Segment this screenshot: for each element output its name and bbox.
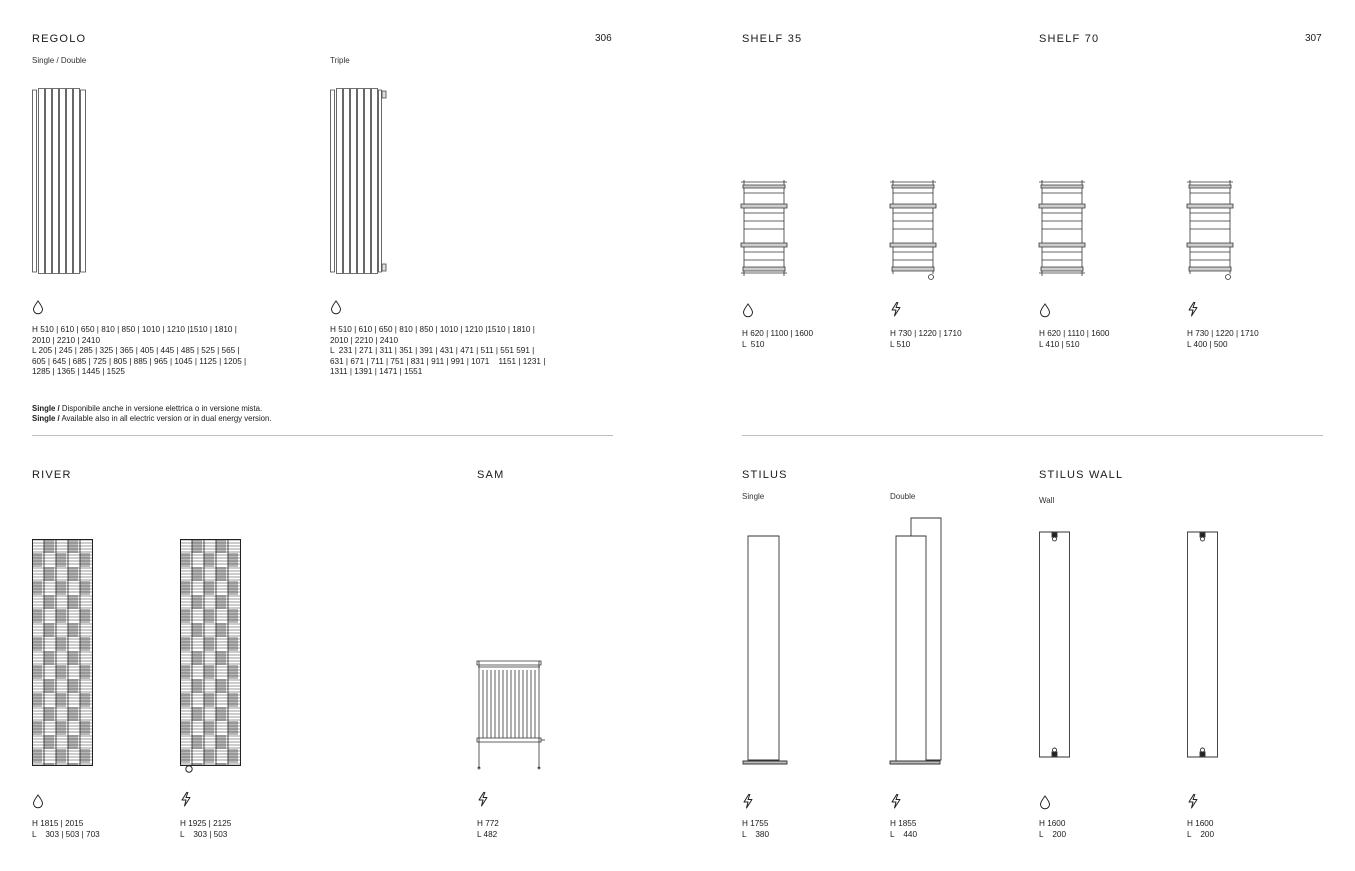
stilus-single-drawing	[741, 535, 793, 769]
stilus-wall-electric-spec: H 1600 L 200	[1187, 819, 1215, 839]
sam-drawing	[476, 660, 546, 772]
stilus-wall-water-spec: H 1600 L 200	[1039, 819, 1067, 839]
water-drop-icon	[32, 794, 44, 808]
stilus-single-subtitle: Single	[742, 492, 765, 501]
stilus-wall-title: STILUS WALL	[1039, 469, 1124, 481]
shelf35-electric-spec: H 730 | 1220 | 1710 L 510	[890, 329, 962, 349]
shelf70-title: SHELF 70	[1039, 33, 1100, 45]
river-electric-drawing	[180, 539, 244, 775]
river-title: RIVER	[32, 469, 72, 481]
shelf35-water-drawing	[741, 180, 789, 280]
shelf70-water-spec: H 620 | 1110 | 1600 L 410 | 510	[1039, 329, 1110, 349]
water-drop-icon	[1039, 303, 1051, 317]
regolo-triple-drawing	[330, 88, 388, 274]
stilus-double-subtitle: Double	[890, 492, 916, 501]
stilus-single-spec: H 1755 L 380	[742, 819, 770, 839]
shelf35-electric-drawing	[890, 180, 938, 280]
page-number-right: 307	[1305, 33, 1322, 44]
stilus-wall-subtitle: Wall	[1039, 496, 1055, 505]
regolo-title: REGOLO	[32, 33, 87, 45]
regolo-single-double-spec: H 510 | 610 | 650 | 810 | 850 | 1010 | 1210 |1510 | 1810 | 2010 | 2210 | 2410 L 205 | 245 | 285 | 325 | 365 | 405 | 445 | 485 | 525 | 565 | 605 | 645 | 685 | 725 | 805 | 885 | 965 | 1045 | 1125 | 1205 | 1285 | 1365 | 1445 | 1525	[32, 325, 247, 376]
page-number-left: 306	[595, 33, 612, 44]
lightning-icon	[890, 301, 902, 317]
regolo-note-italian: Single / Disponibile anche in versione elettrica o in versione mista.	[32, 404, 263, 413]
river-water-drawing	[32, 539, 94, 767]
stilus-title: STILUS	[742, 469, 788, 481]
lightning-icon	[1187, 301, 1199, 317]
stilus-double-spec: H 1855 L 440	[890, 819, 918, 839]
regolo-triple-subtitle: Triple	[330, 56, 350, 65]
regolo-triple-spec: H 510 | 610 | 650 | 810 | 850 | 1010 | 1210 |1510 | 1810 | 2010 | 2210 | 2410 L 231 | 271 | 311 | 351 | 391 | 431 | 471 | 511 | 551 591 | 631 | 671 | 711 | 751 | 831 | 911 | 991 | 1071 1151 | 1231 | 1311 | 1391 | 1471 | 1551	[330, 325, 546, 376]
shelf35-title: SHELF 35	[742, 33, 803, 45]
regolo-single-double-subtitle: Single / Double	[32, 56, 87, 65]
river-electric-spec: H 1925 | 2125 L 303 | 503	[180, 819, 232, 839]
shelf70-electric-spec: H 730 | 1220 | 1710 L 400 | 500	[1187, 329, 1259, 349]
water-drop-icon	[742, 303, 754, 317]
water-drop-icon	[330, 300, 342, 314]
sam-title: SAM	[477, 469, 505, 481]
stilus-wall-electric-drawing	[1186, 531, 1220, 759]
lightning-icon	[1187, 793, 1199, 809]
regolo-single-double-drawing	[32, 88, 88, 274]
regolo-note-english: Single / Available also in all electric version or in dual energy version.	[32, 414, 272, 423]
divider-right	[742, 435, 1323, 436]
lightning-icon	[890, 793, 902, 809]
shelf70-electric-drawing	[1187, 180, 1235, 280]
lightning-icon	[477, 791, 489, 807]
lightning-icon	[180, 791, 192, 807]
sam-spec: H 772 L 482	[477, 819, 499, 839]
river-water-spec: H 1815 | 2015 L 303 | 503 | 703	[32, 819, 100, 839]
stilus-double-drawing	[889, 517, 945, 769]
shelf70-water-drawing	[1039, 180, 1087, 280]
lightning-icon	[742, 793, 754, 809]
shelf35-water-spec: H 620 | 1100 | 1600 L 510	[742, 329, 814, 349]
stilus-wall-water-drawing	[1038, 531, 1072, 759]
divider-left	[32, 435, 613, 436]
water-drop-icon	[1039, 795, 1051, 809]
water-drop-icon	[32, 300, 44, 314]
